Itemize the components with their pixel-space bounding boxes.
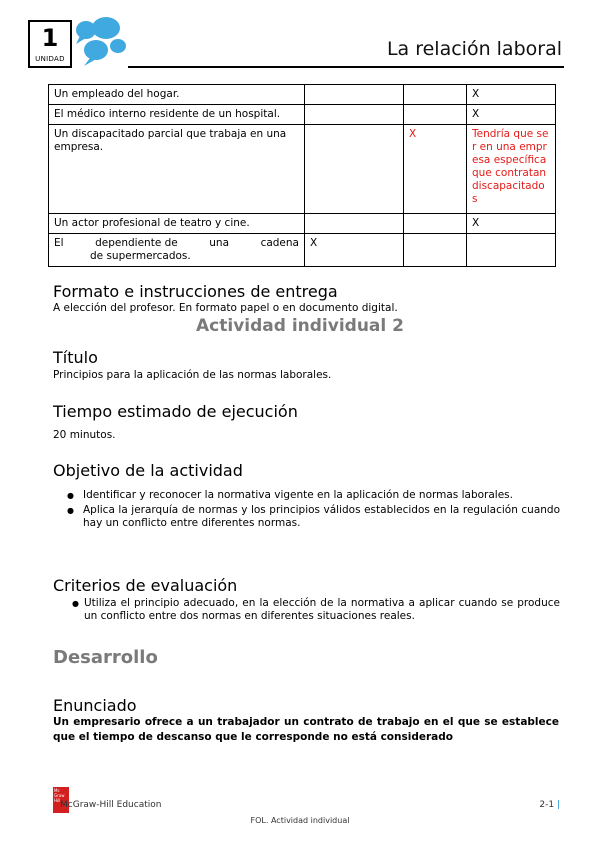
activity-title: Actividad individual 2: [196, 316, 404, 336]
unit-label: UNIDAD: [35, 55, 65, 63]
table-cell: [404, 234, 467, 267]
unit-number: 1: [41, 24, 59, 52]
enunciado-heading: Enunciado: [53, 696, 137, 715]
table-cell: [404, 105, 467, 125]
table-cell: X: [467, 85, 556, 105]
word: El: [54, 237, 64, 249]
table-cell: [305, 125, 404, 214]
footer-publisher: McGraw-Hill Education: [60, 800, 162, 810]
criterios-list: [66, 597, 560, 625]
table-row: [49, 125, 556, 214]
objetivo-heading: Objetivo de la actividad: [53, 461, 243, 480]
table-cell: Un empleado del hogar.: [49, 85, 305, 105]
table-cell: [305, 85, 404, 105]
justified-line: [54, 237, 299, 250]
word: una: [209, 237, 230, 249]
tiempo-text: 20 minutos.: [53, 429, 116, 441]
page-bar: |: [556, 800, 560, 810]
page-number: 2-1: [539, 800, 555, 810]
formato-heading: Formato e instrucciones de entrega: [53, 282, 338, 301]
enunciado-text: Un empresario ofrece a un trabajador un contrato de trabajo en el que se establece que el tiempo de descanso que le corresponde no está considerado: [53, 716, 559, 743]
table-cell: [404, 214, 467, 234]
table-cell: [305, 105, 404, 125]
table-row: [49, 105, 556, 125]
footer-page-number: [539, 800, 560, 810]
classification-table: [48, 84, 556, 267]
word: cadena: [260, 237, 299, 249]
objetivo-list: [61, 489, 560, 532]
list-item: ● Identificar y reconocer la normativa vigente en la aplicación de normas laborales.: [61, 489, 560, 502]
table-cell: X: [467, 105, 556, 125]
tiempo-heading: Tiempo estimado de ejecución: [53, 402, 298, 421]
list-item: ● Aplica la jerarquía de normas y los principios válidos establecidos en la regulación cuando hay un conflicto entre diferentes normas.: [61, 504, 560, 530]
second-line: de supermercados.: [90, 250, 191, 262]
desarrollo-heading: Desarrollo: [53, 647, 158, 668]
table-row: [49, 85, 556, 105]
criterios-heading: Criterios de evaluación: [53, 576, 238, 595]
titulo-heading: Título: [53, 348, 98, 367]
table-cell: [49, 234, 305, 267]
speech-bubbles-icon: [72, 14, 128, 66]
table-cell: X: [404, 125, 467, 214]
page-header-title: La relación laboral: [386, 38, 562, 60]
table-cell: [467, 234, 556, 267]
table-cell: X: [305, 234, 404, 267]
table-cell: Un discapacitado parcial que trabaja en una empresa.: [49, 125, 305, 214]
footer-center-text: FOL. Actividad individual: [250, 816, 350, 825]
titulo-text: Principios para la aplicación de las normas laborales.: [53, 369, 332, 381]
list-item: ● Utiliza el principio adecuado, en la elección de la normativa a aplicar cuando se produce un conflicto entre dos normas en diferentes situaciones reales.: [66, 597, 560, 623]
table-row: [49, 234, 556, 267]
table-cell: [305, 214, 404, 234]
table-cell-note: Tendría que ser en una empresa específica que contratan discapacitados: [467, 125, 556, 214]
word: dependiente de: [95, 237, 178, 249]
table-cell: [404, 85, 467, 105]
table-cell: X: [467, 214, 556, 234]
table-row: [49, 214, 556, 234]
table-cell: El médico interno residente de un hospital.: [49, 105, 305, 125]
formato-text: A elección del profesor. En formato papel o en documento digital.: [53, 302, 398, 314]
publisher-logo: Mc Graw Hill: [53, 787, 69, 813]
table-cell: Un actor profesional de teatro y cine.: [49, 214, 305, 234]
header-divider: [128, 66, 564, 68]
unit-badge: [28, 20, 72, 68]
